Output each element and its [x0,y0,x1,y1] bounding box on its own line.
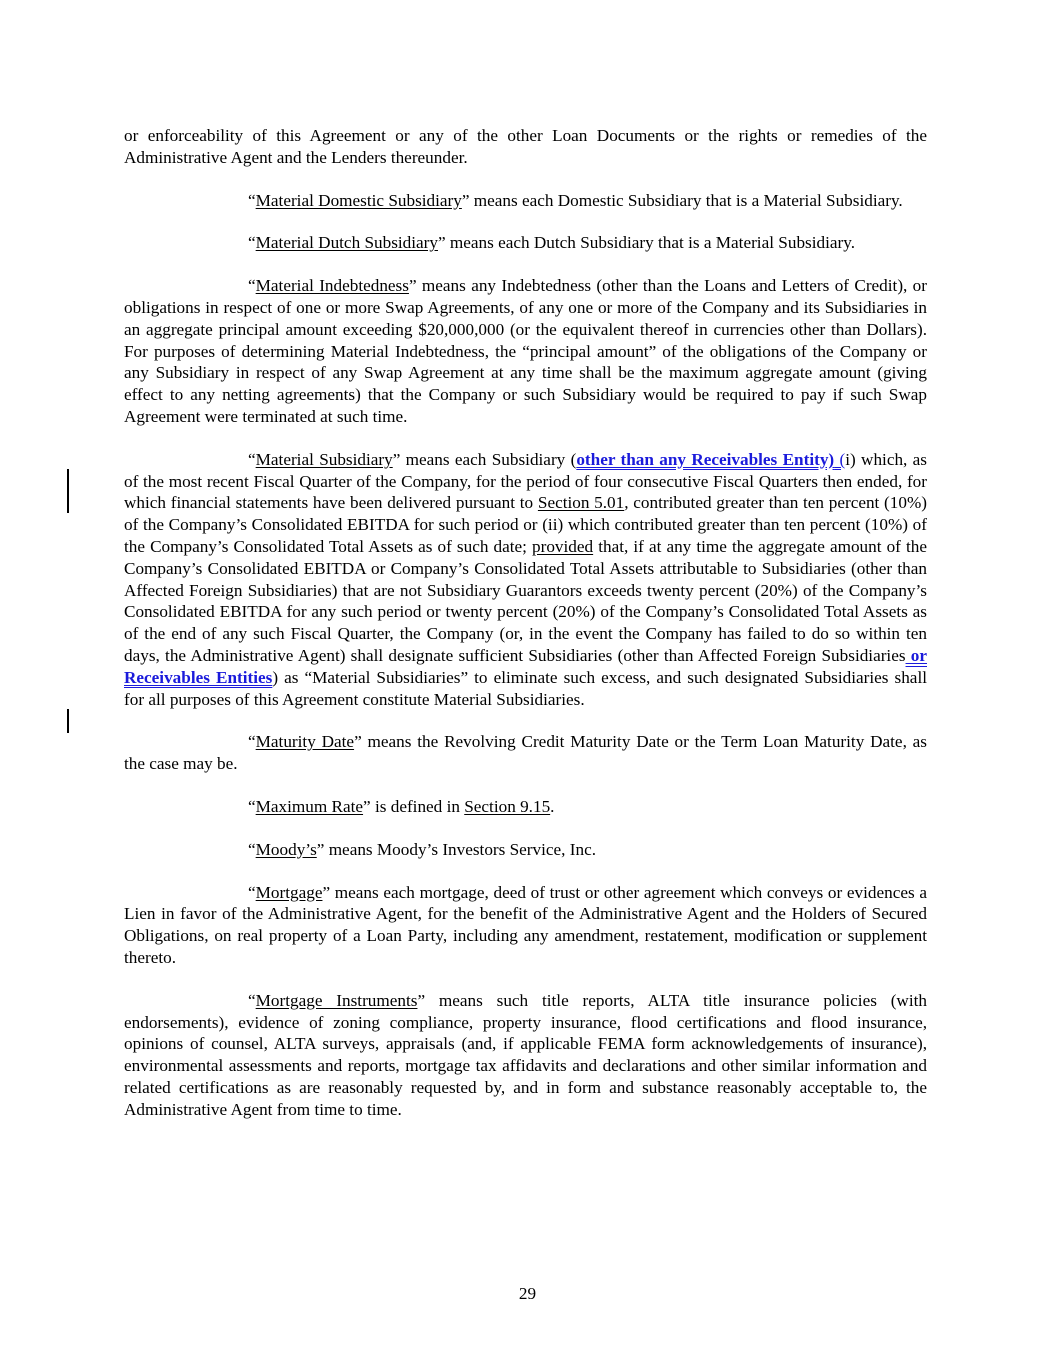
definition-moodys [124,839,927,861]
definition-material-domestic-subsidiary [124,190,927,212]
section-reference: Section 5.01 [537,493,625,513]
defined-term: Maximum Rate [255,796,364,816]
definition-text: ) as “Material Subsidiaries” to eliminate such excess, and such designated Subsidiaries shall for all purposes of this Agreement constitute Material Subsidiaries. [124,667,927,709]
definition-text: ” means such title reports, ALTA title insurance policies (with endorsements), evidence of zoning compliance, property insurance, flood certifications and flood insurance, opinions of counsel, ALTA surveys, appraisals (and, if applicable FEMA form acknowledgements of insurance), environmental assessments and reports, mortgage tax affidavits and declarations and other similar information and related certifications as are reasonably requested by, and in form and substance reasonably acceptable to, the Administrative Agent from time to time. [124,990,927,1119]
definition-material-dutch-subsidiary [124,232,927,254]
tracked-insertion: or Receivables Entities [124,645,927,687]
definition-text: . [550,796,555,816]
tracked-insertion: ( [834,449,846,469]
definition-material-indebtedness [124,275,927,428]
quote-mark: “ [248,839,256,859]
quote-mark: “ [248,449,256,469]
page-number: 29 [518,1284,537,1303]
quote-mark: “ [248,882,256,902]
definition-text: ” means each Dutch Subsidiary that is a Material Subsidiary. [437,233,855,253]
defined-term: Material Subsidiary [255,449,393,469]
definition-text: ” means each Subsidiary ( [392,449,577,469]
definition-text: ” means Moody’s Investors Service, Inc. [316,839,596,859]
definition-text: , contributed greater than ten percent (10%) of the Company’s Consolidated EBITDA for such period or (ii) which contributed greater than ten percent (10%) of the Company’s Consolidated Total Assets as of such date; [124,493,927,556]
tracked-insertion: other than any Receivables Entity) [576,449,835,469]
quote-mark: “ [248,276,256,296]
defined-term: Moody’s [255,839,317,859]
provided-term: provided [532,536,594,556]
definition-text: ” means the Revolving Credit Maturity Date or the Term Loan Maturity Date, as the case may be. [124,732,928,774]
defined-term: Maturity Date [255,732,355,752]
definition-material-subsidiary [124,449,927,711]
definition-mortgage-instruments [124,990,927,1121]
definition-maximum-rate [124,796,927,818]
definition-maturity-date [124,731,927,775]
definition-mortgage [124,882,927,969]
quote-mark: “ [248,233,256,253]
defined-term: Material Domestic Subsidiary [255,190,462,210]
section-reference: Section 9.15 [464,796,551,816]
defined-term: Mortgage [255,882,323,902]
definition-text: ” means each mortgage, deed of trust or other agreement which conveys or evidences a Lien in favor of the Administrative Agent, for the benefit of the Administrative Agent and the Holders of Secured Obligations, on real property of a Loan Party, including any amendment, restatement, modification or supplement thereto. [124,882,927,967]
paragraph-continuation: or enforceability of this Agreement or any of the other Loan Documents or the rights or remedies of the Administrative Agent and the Lenders thereunder. [124,126,927,167]
definition-text: ” means each Domestic Subsidiary that is a Material Subsidiary. [461,190,903,210]
definition-text: ” means any Indebtedness (other than the Loans and Letters of Credit), or obligations in respect of one or more Swap Agreements, of any one or more of the Company and its Subsidiaries in an aggregate principal amount exceeding $20,000,000 (or the equivalent thereof in currencies other than Dollars). For purposes of determining Material Indebtedness, the “principal amount” of the obligations of the Company or any Subsidiary in respect of any Swap Agreement at any time shall be the maximum aggregate amount (giving effect to any netting agreements) that the Company or such Subsidiary would be required to pay if such Swap Agreement were terminated at such time. [124,276,928,426]
definition-text: i) which, as of the most recent Fiscal Quarter of the Company, for the period of four consecutive Fiscal Quarters then ended, for which financial statements have been delivered pursuant to [124,449,927,513]
quote-mark: “ [248,796,256,816]
defined-term: Mortgage Instruments [255,990,418,1010]
defined-term: Material Dutch Subsidiary [255,233,438,253]
quote-mark: “ [248,732,256,752]
definition-text: ” is defined in [363,796,465,816]
definition-text: that, if at any time the aggregate amount of the Company’s Consolidated EBITDA or Company’s Consolidated Total Assets attributable to Subsidiaries (other than Affected Foreign Subsidiaries) that are not Subsidiary Guarantors exceeds twenty percent (20%) of the Company’s Consolidated EBITDA for any such period or twenty percent (20%) of the Company’s Consolidated Total Assets as of the end of any such Fiscal Quarter, the Company (or, in the event the Company has failed to do so within ten days, the Administrative Agent) shall designate sufficient Subsidiaries (other than Affected Foreign Subsidiaries [124,536,927,665]
defined-term: Material Indebtedness [255,276,409,296]
quote-mark: “ [248,990,256,1010]
document-page [124,125,927,1141]
change-bar [67,709,69,733]
change-bar [67,469,69,513]
quote-mark: “ [248,190,256,210]
